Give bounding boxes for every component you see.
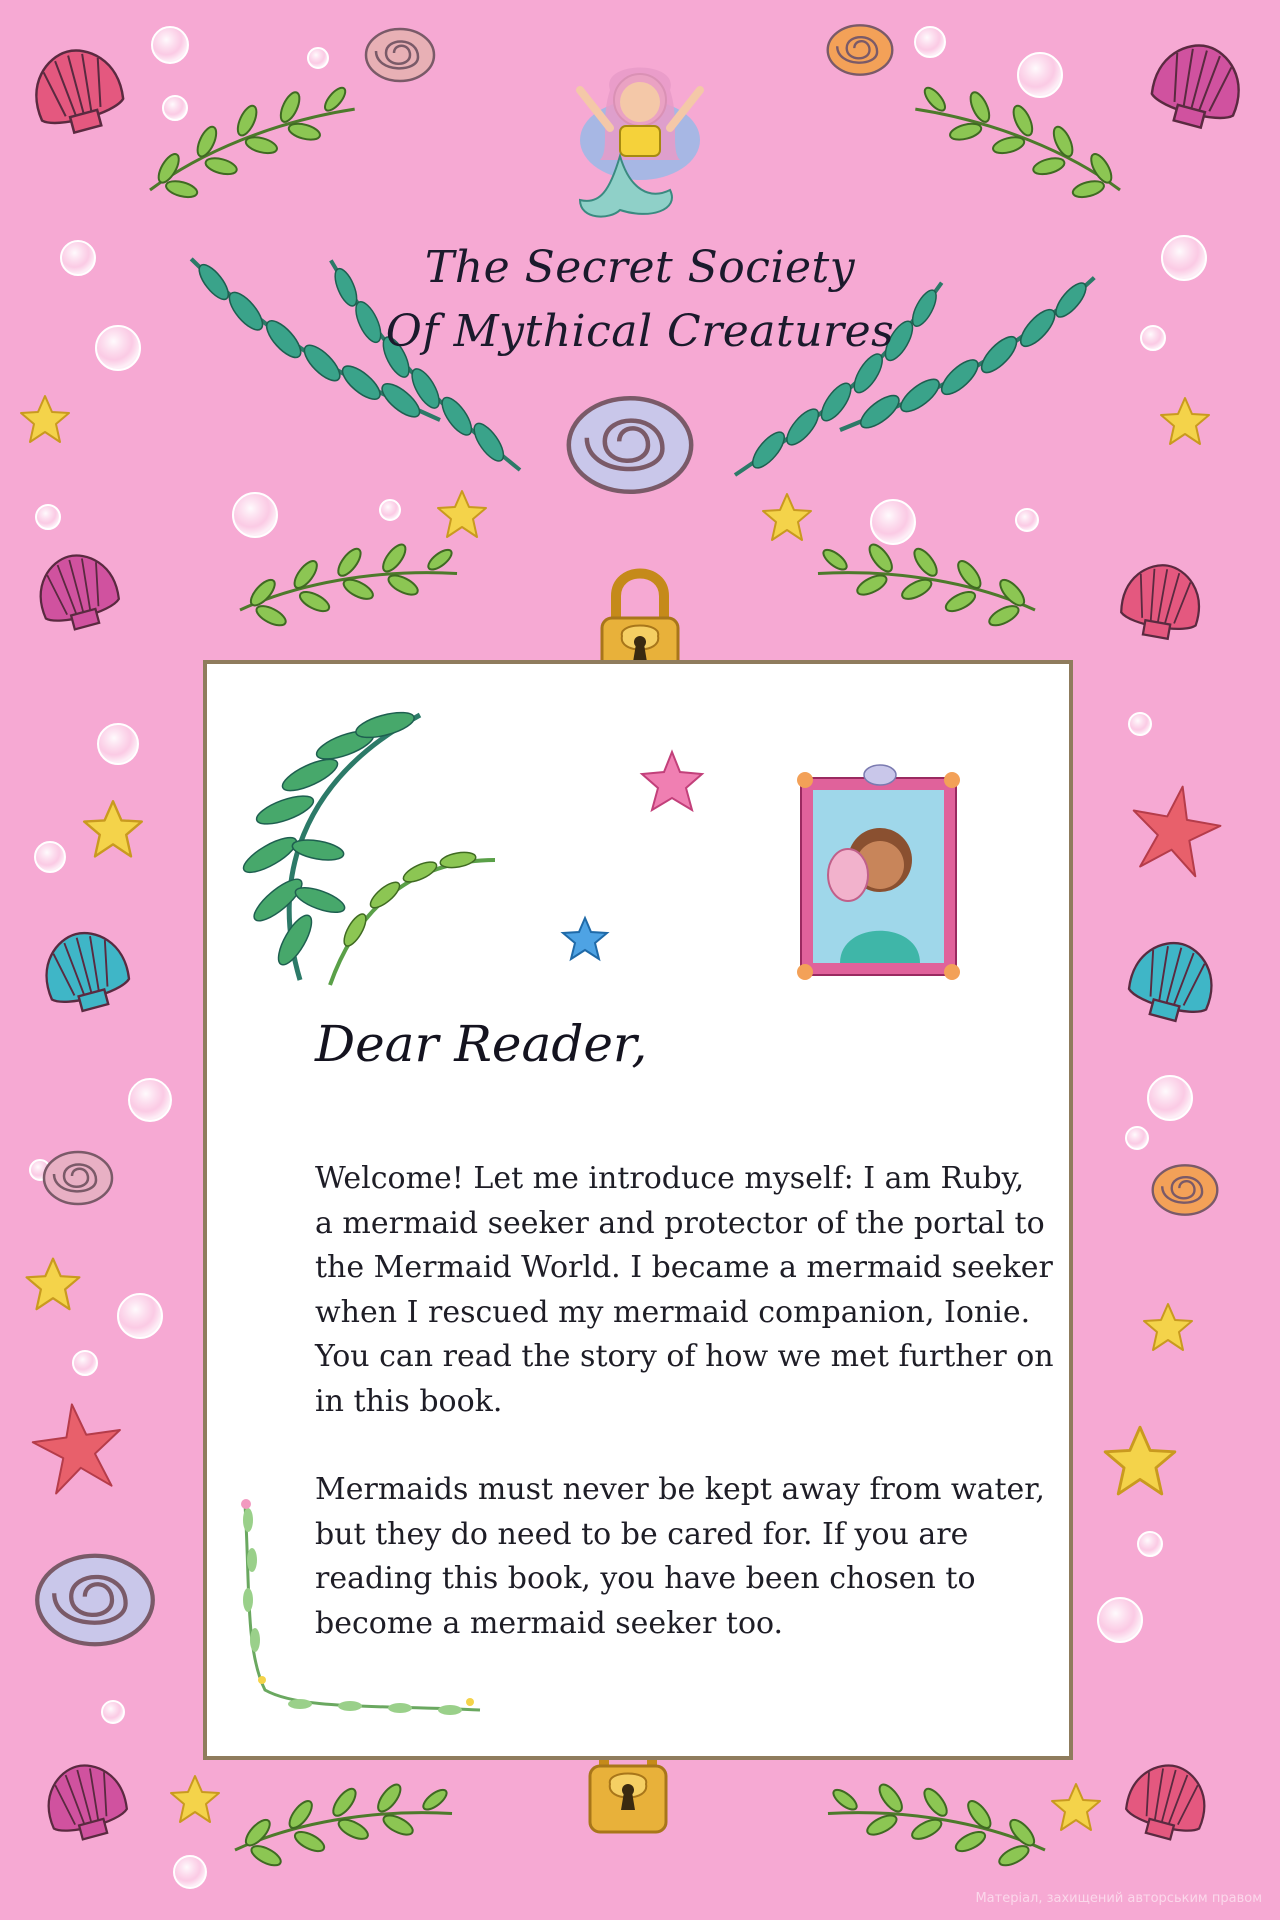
paragraph-line: a mermaid seeker and protector of the portal to	[315, 1205, 1045, 1241]
paragraph-line: become a mermaid seeker too.	[315, 1605, 784, 1641]
paragraph-line: the Mermaid World. I became a mermaid seeker	[315, 1250, 1053, 1285]
copyright-watermark: Матеріал, захищений авторським правом	[975, 1891, 1262, 1906]
paragraph-line: in this book.	[315, 1383, 503, 1419]
letter-paragraph-1	[315, 1157, 1054, 1424]
paragraph-line: Welcome! Let me introduce myself: I am Ruby,	[315, 1161, 1025, 1196]
portrait-frame-icon	[797, 765, 960, 980]
paragraph-line: when I rescued my mermaid companion, Ionie.	[315, 1294, 1031, 1330]
paragraph-line: but they do need to be cared for. If you are	[315, 1516, 969, 1552]
title-line-1: The Secret Society	[424, 242, 856, 293]
paragraph-line: reading this book, you have been chosen to	[315, 1561, 976, 1596]
paragraph-line: Mermaids must never be kept away from water,	[315, 1472, 1045, 1507]
title-line-2: Of Mythical Creatures	[385, 306, 895, 357]
starfish-icon	[563, 752, 702, 959]
seaweed-icon	[239, 708, 495, 985]
paragraph-line: You can read the story of how we met further on	[315, 1339, 1054, 1374]
letter-greeting: Dear Reader,	[315, 1015, 648, 1073]
letter-paragraph-2	[315, 1468, 1045, 1646]
